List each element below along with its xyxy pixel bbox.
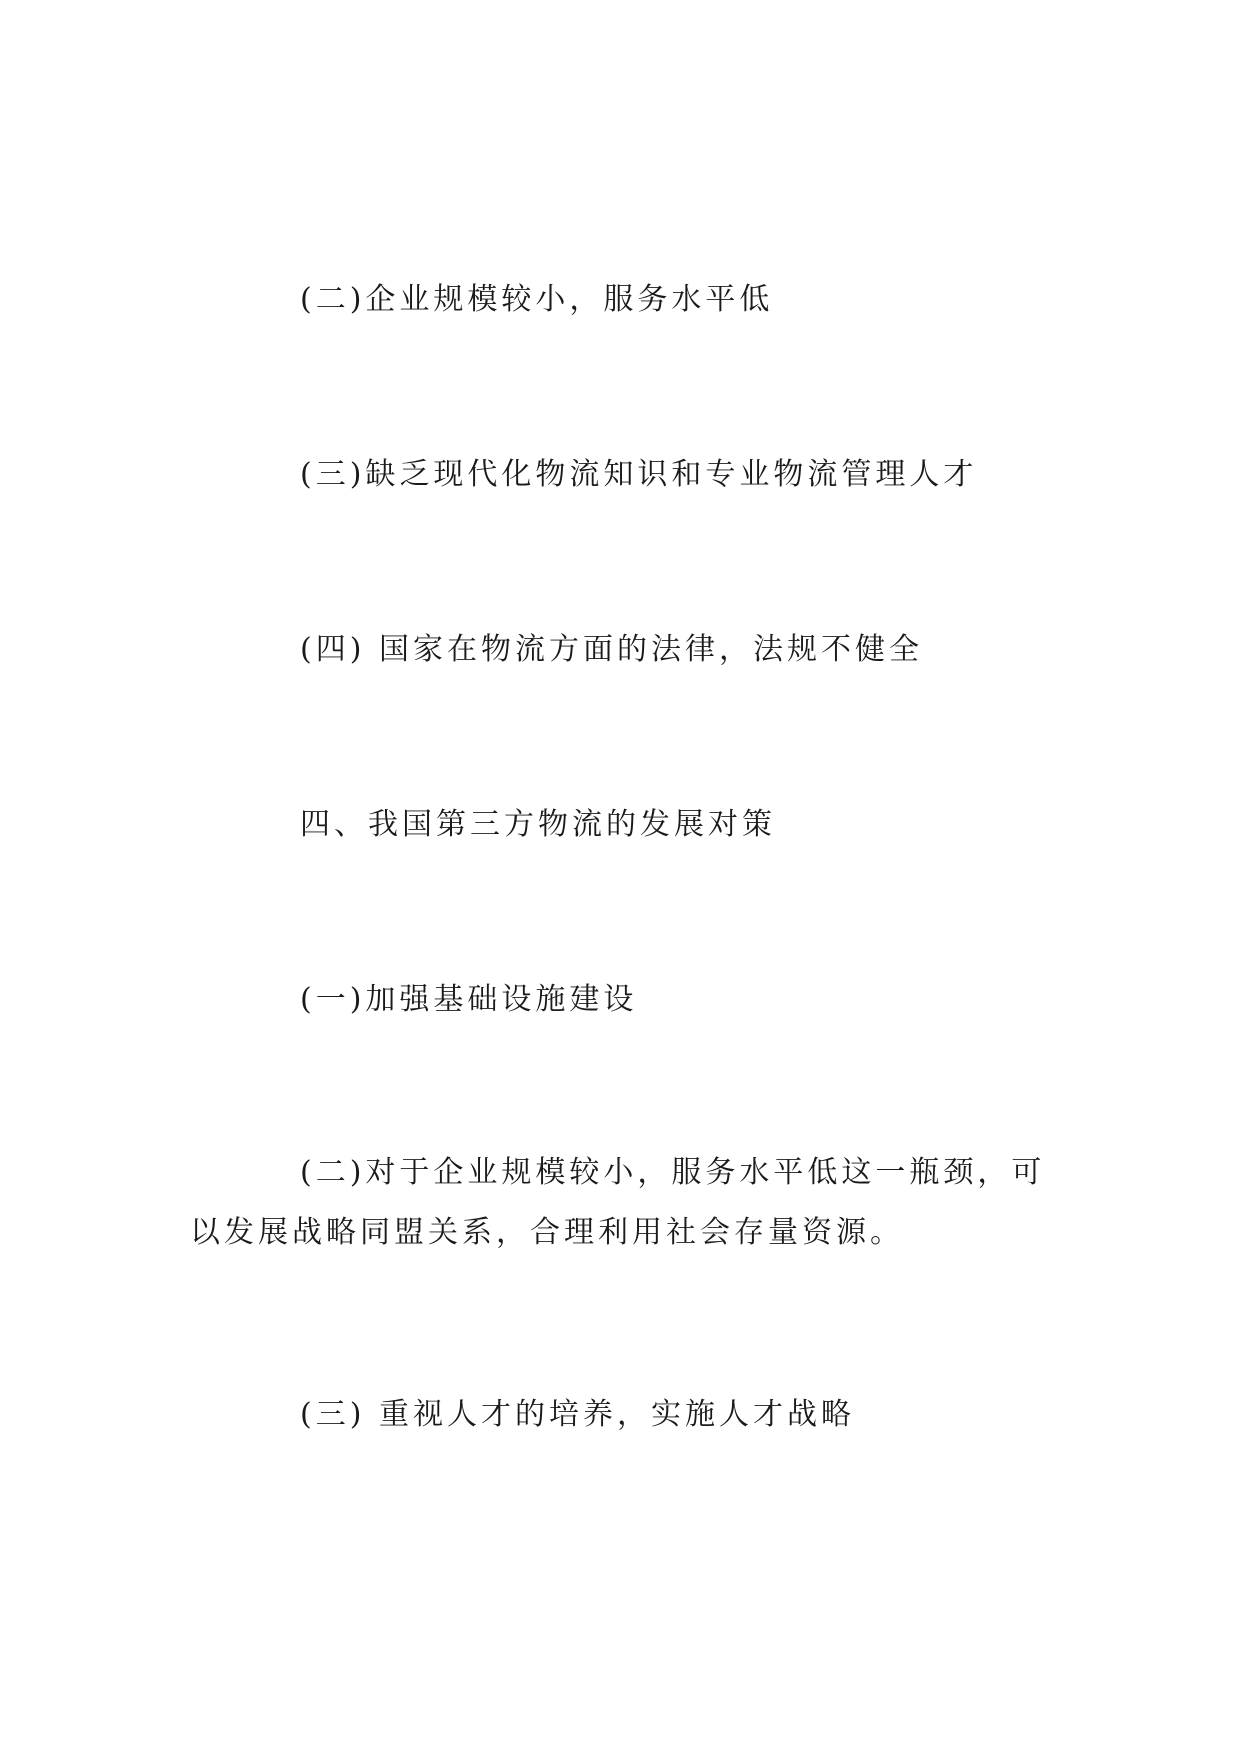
paragraph-subheading-3: (三)缺乏现代化物流知识和专业物流管理人才 — [300, 457, 978, 492]
section-heading-4: 四、我国第三方物流的发展对策 — [300, 807, 776, 842]
paragraph-subheading-4: (四) 国家在物流方面的法律，法规不健全 — [300, 632, 923, 667]
paragraph-countermeasure-3: (三) 重视人才的培养，实施人才战略 — [300, 1397, 855, 1432]
paragraph-countermeasure-1: (一)加强基础设施建设 — [300, 982, 638, 1017]
paragraph-countermeasure-2: (二)对于企业规模较小，服务水平低这一瓶颈，可以发展战略同盟关系，合理利用社会存量资源。 — [190, 1155, 1046, 1250]
paragraph-subheading-2: (二)企业规模较小，服务水平低 — [300, 282, 774, 317]
